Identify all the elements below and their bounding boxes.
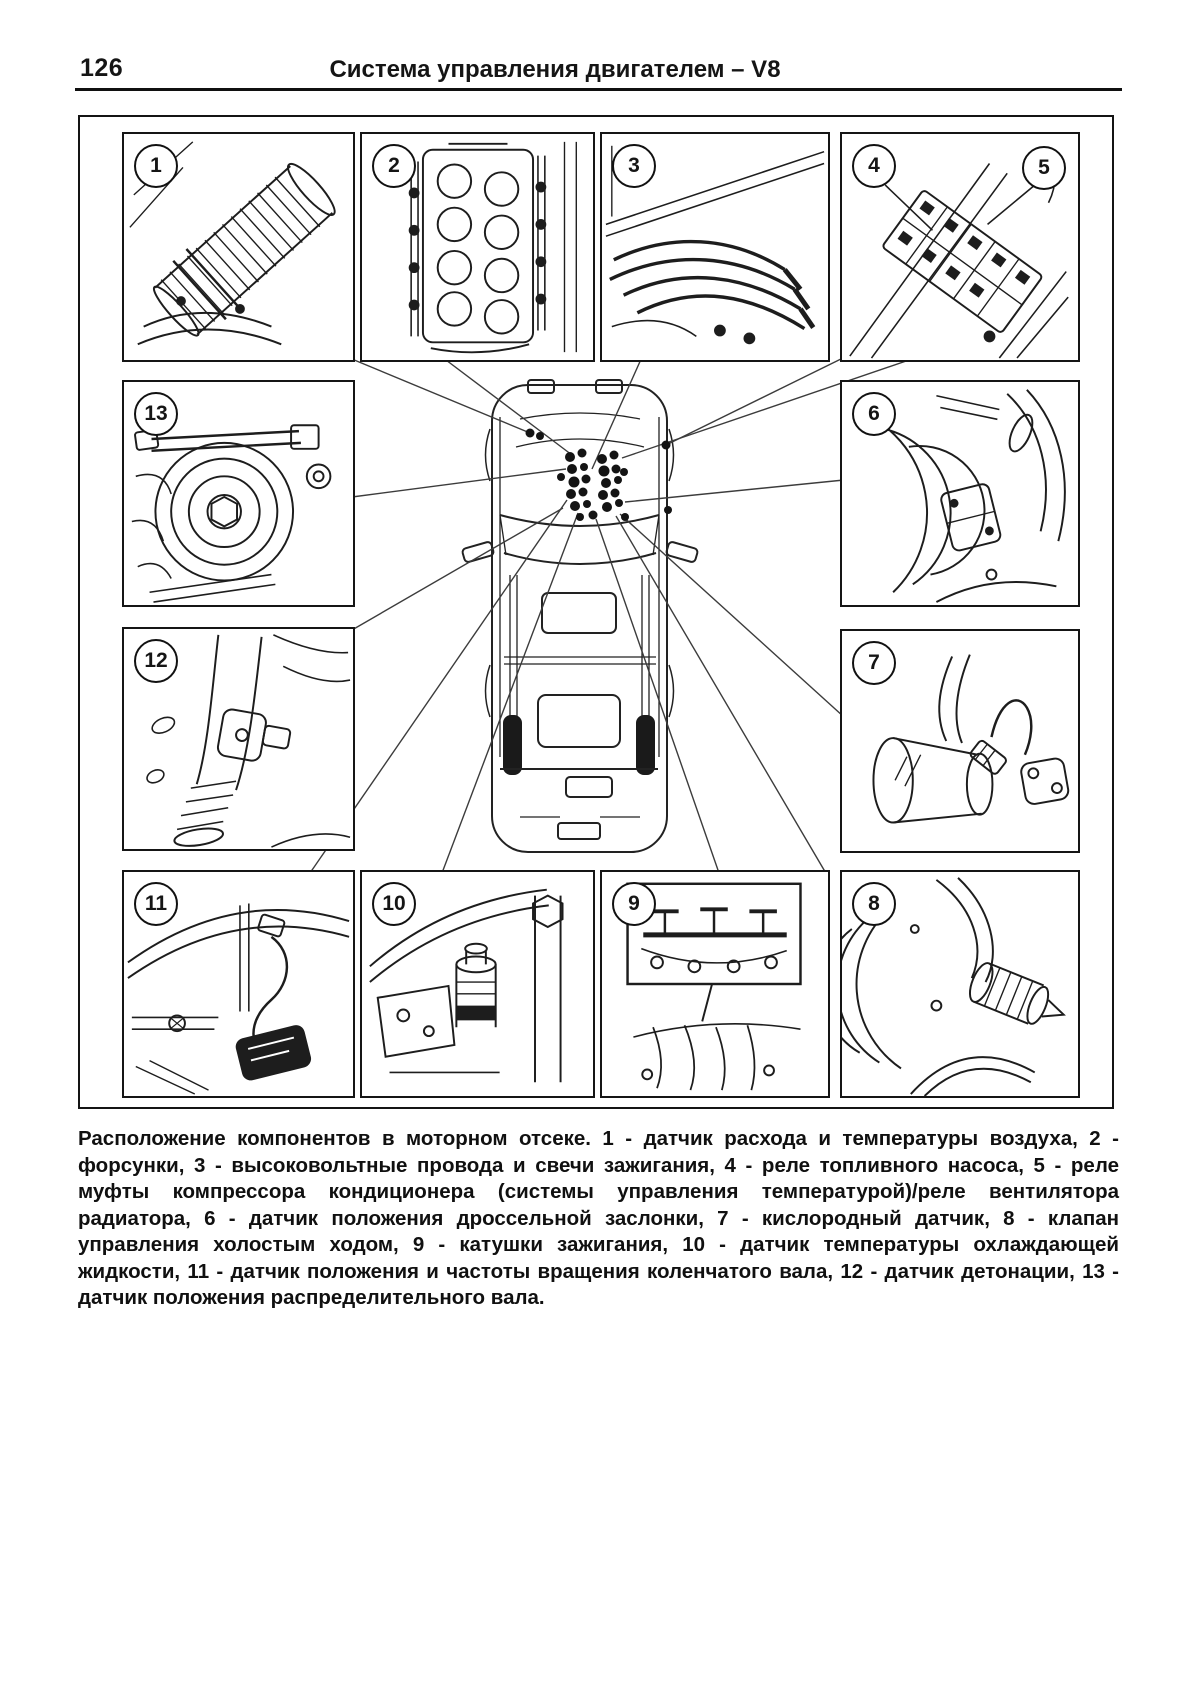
panel-number-badge: 1 — [134, 144, 178, 188]
panel-11-crankshaft-sensor — [122, 870, 355, 1098]
panel-number-badge: 6 — [852, 392, 896, 436]
panel-13-camshaft-sensor — [122, 380, 355, 607]
panel-2-injectors — [360, 132, 595, 362]
panel-number-badge: 4 — [852, 144, 896, 188]
panel-number-badge: 5 — [1022, 146, 1066, 190]
panel-number-badge: 13 — [134, 392, 178, 436]
panel-10-coolant-temp-sensor — [360, 870, 595, 1098]
panel-number-badge: 7 — [852, 641, 896, 685]
page-title: Система управления двигателем – V8 — [329, 56, 781, 83]
panel-7-oxygen-sensor — [840, 629, 1080, 853]
component-location-figure — [78, 115, 1114, 1109]
panel-number-badge: 11 — [134, 882, 178, 926]
panel-1-airflow-sensor — [122, 132, 355, 362]
panel-8-idle-air-valve — [840, 870, 1080, 1098]
panel-number-badge: 3 — [612, 144, 656, 188]
panel-6-throttle-sensor — [840, 380, 1080, 607]
page-number: 126 — [80, 54, 124, 82]
panel-12-knock-sensor — [122, 627, 355, 851]
panel-number-badge: 12 — [134, 639, 178, 683]
panel-number-badge: 2 — [372, 144, 416, 188]
panel-3-spark-plug-wires — [600, 132, 830, 362]
component-location-dots — [526, 429, 673, 522]
panel-9-ignition-coils — [600, 870, 830, 1098]
panel-4-5-relay-box — [840, 132, 1080, 362]
figure-caption: Расположение компонентов в моторном отсеке. 1 - датчик расхода и температуры воздуха, 2 - форсунки, 3 - высоковольтные провода и свечи зажигания, 4 - реле топливного насоса, 5 - реле муфты компрессора кондиционера (системы управления температурой)/реле вентилятора радиатора, 6 - датчик положения дроссельной заслонки, 7 - кислородный датчик, 8 - клапан управления холостым ходом, 9 - катушки зажигания, 10 - датчик температуры охлаждающей жидкости, 11 - датчик положения и частоты вращения коленчатого вала, 12 - датчик детонации, 13 - датчик положения распределительного вала. — [78, 1127, 1119, 1309]
panel-number-badge: 9 — [612, 882, 656, 926]
header-rule — [75, 88, 1122, 91]
panel-number-badge: 10 — [372, 882, 416, 926]
panel-number-badge: 8 — [852, 882, 896, 926]
leader-lines — [310, 357, 912, 875]
